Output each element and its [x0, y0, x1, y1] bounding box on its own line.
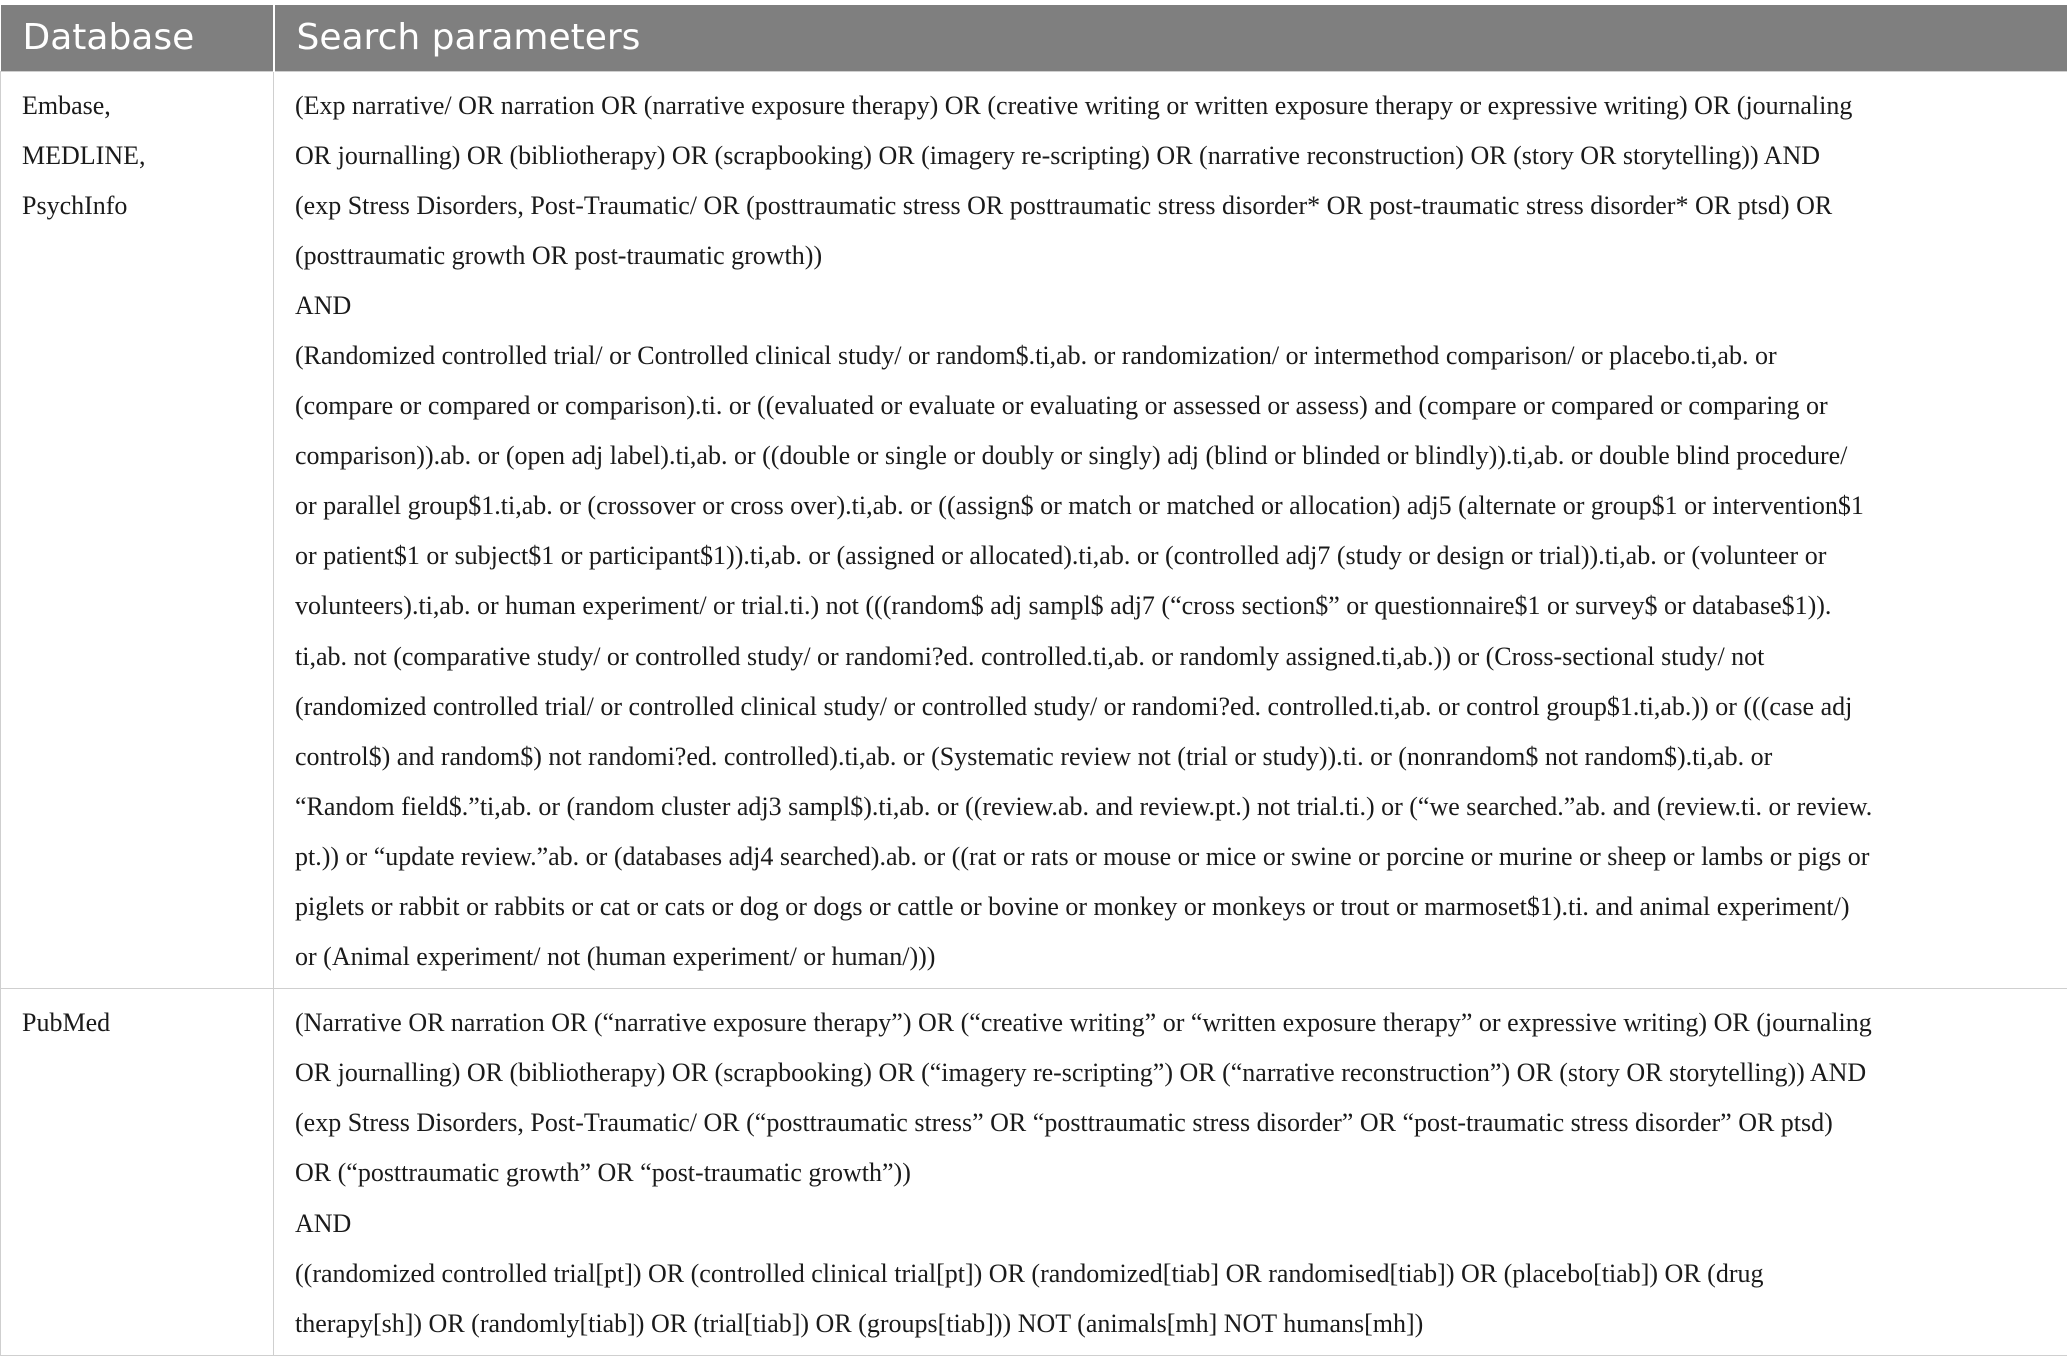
column-header-search-parameters: Search parameters [274, 5, 2067, 71]
search-line: OR journalling) OR (bibliotherapy) OR (scrapbooking) OR (“imagery re-scripting”) OR (“narrative reconstruction”) OR (story OR storytelling)) AND [295, 1058, 1867, 1088]
search-line: (exp Stress Disorders, Post-Traumatic/ OR (“posttraumatic stress” OR “posttraumatic stress disorder” OR “post-traumatic stress disorder” OR ptsd) [295, 1108, 1833, 1138]
search-line: volunteers).ti,ab. or human experiment/ or trial.ti.) not (((random$ adj sampl$ adj7 (“cross section$” or questionnaire$1 or survey$ or database$1)). [295, 591, 1832, 621]
search-line: piglets or rabbit or rabbits or cat or cats or dog or dogs or cattle or bovine or monkey or monkeys or trout or marmoset$1).ti. and animal experiment/) [295, 892, 1850, 921]
search-parameters-cell [274, 71, 2067, 989]
table-row-pubmed [1, 989, 2067, 1356]
search-line: (Randomized controlled trial/ or Controlled clinical study/ or random$.ti,ab. or randomization/ or intermethod comparison/ or placebo.ti,ab. or [295, 340, 1777, 370]
search-line: (compare or compared or comparison).ti. or ((evaluated or evaluate or evaluating or assessed or assess) and (compare or compared or comparing or [295, 391, 1828, 421]
search-line: AND [295, 1208, 352, 1238]
search-line: or parallel group$1.ti,ab. or (crossover or cross over).ti,ab. or ((assign$ or match or matched or allocation) adj5 (alternate or group$1 or intervention$1 [295, 491, 1864, 521]
search-line: (randomized controlled trial/ or controlled clinical study/ or controlled study/ or randomi?ed. controlled.ti,ab. or control group$1.ti,ab.)) or (((case adj [295, 691, 1853, 721]
search-line: OR journalling) OR (bibliotherapy) OR (scrapbooking) OR (imagery re-scripting) OR (narrative reconstruction) OR (story OR storytelling)) AND [295, 140, 1820, 170]
search-line: control$) and random$) not randomi?ed. controlled).ti,ab. or (Systematic review not (trial or study)).ti. or (nonrandom$ not random$).ti,ab. or [295, 741, 1773, 771]
table-header-row [1, 5, 2067, 71]
search-parameters-table [0, 5, 2067, 1356]
search-line: AND [295, 290, 352, 320]
database-name: Embase, [22, 90, 111, 120]
search-line: or (Animal experiment/ not (human experiment/ or human/))) [295, 942, 936, 972]
database-name: MEDLINE, [22, 140, 146, 170]
search-line: “Random field$.”ti,ab. or (random cluster adj3 sampl$).ti,ab. or ((review.ab. and review.pt.) not trial.ti.) or (“we searched.”ab. and (review.ti. or review. [295, 791, 1873, 821]
search-parameters-cell [274, 989, 2067, 1356]
database-name: PsychInfo [22, 190, 128, 220]
search-line: therapy[sh]) OR (randomly[tiab]) OR (trial[tiab]) OR (groups[tiab])) NOT (animals[mh] NOT humans[mh]) [295, 1308, 1424, 1338]
search-line: ti,ab. not (comparative study/ or controlled study/ or randomi?ed. controlled.ti,ab. or randomly assigned.ti,ab.)) or (Cross-sectional study/ not [295, 641, 1765, 671]
search-line: pt.)) or “update review.”ab. or (databases adj4 searched).ab. or ((rat or rats or mouse or mice or swine or porcine or murine or sheep or lambs or pigs or [295, 841, 1870, 871]
table-row-embase [1, 71, 2067, 989]
search-line: OR (“posttraumatic growth” OR “post-traumatic growth”)) [295, 1158, 911, 1188]
search-line: (Exp narrative/ OR narration OR (narrative exposure therapy) OR (creative writing or written exposure therapy or expressive writing) OR (journaling [295, 90, 1853, 120]
search-line: ((randomized controlled trial[pt]) OR (controlled clinical trial[pt]) OR (randomized[tiab] OR randomised[tiab]) OR (placebo[tiab]) OR (drug [295, 1258, 1764, 1288]
column-header-database: Database [1, 5, 274, 71]
search-line: (posttraumatic growth OR post-traumatic growth)) [295, 240, 823, 270]
search-line: comparison)).ab. or (open adj label).ti,ab. or ((double or single or doubly or singly) adj (blind or blinded or blindly)).ti,ab. or double blind procedure/ [295, 441, 1848, 471]
database-cell [1, 989, 274, 1356]
search-line: or patient$1 or subject$1 or participant$1)).ti,ab. or (assigned or allocated).ti,ab. or (controlled adj7 (study or design or trial)).ti,ab. or (volunteer or [295, 541, 1827, 571]
database-name: PubMed [22, 1008, 111, 1038]
search-line: (exp Stress Disorders, Post-Traumatic/ OR (posttraumatic stress OR posttraumatic stress disorder* OR post-traumatic stress disorder* OR ptsd) OR [295, 190, 1833, 220]
database-cell [1, 71, 274, 989]
search-line: (Narrative OR narration OR (“narrative exposure therapy”) OR (“creative writing” or “written exposure therapy” or expressive writing) OR (journaling [295, 1008, 1872, 1038]
